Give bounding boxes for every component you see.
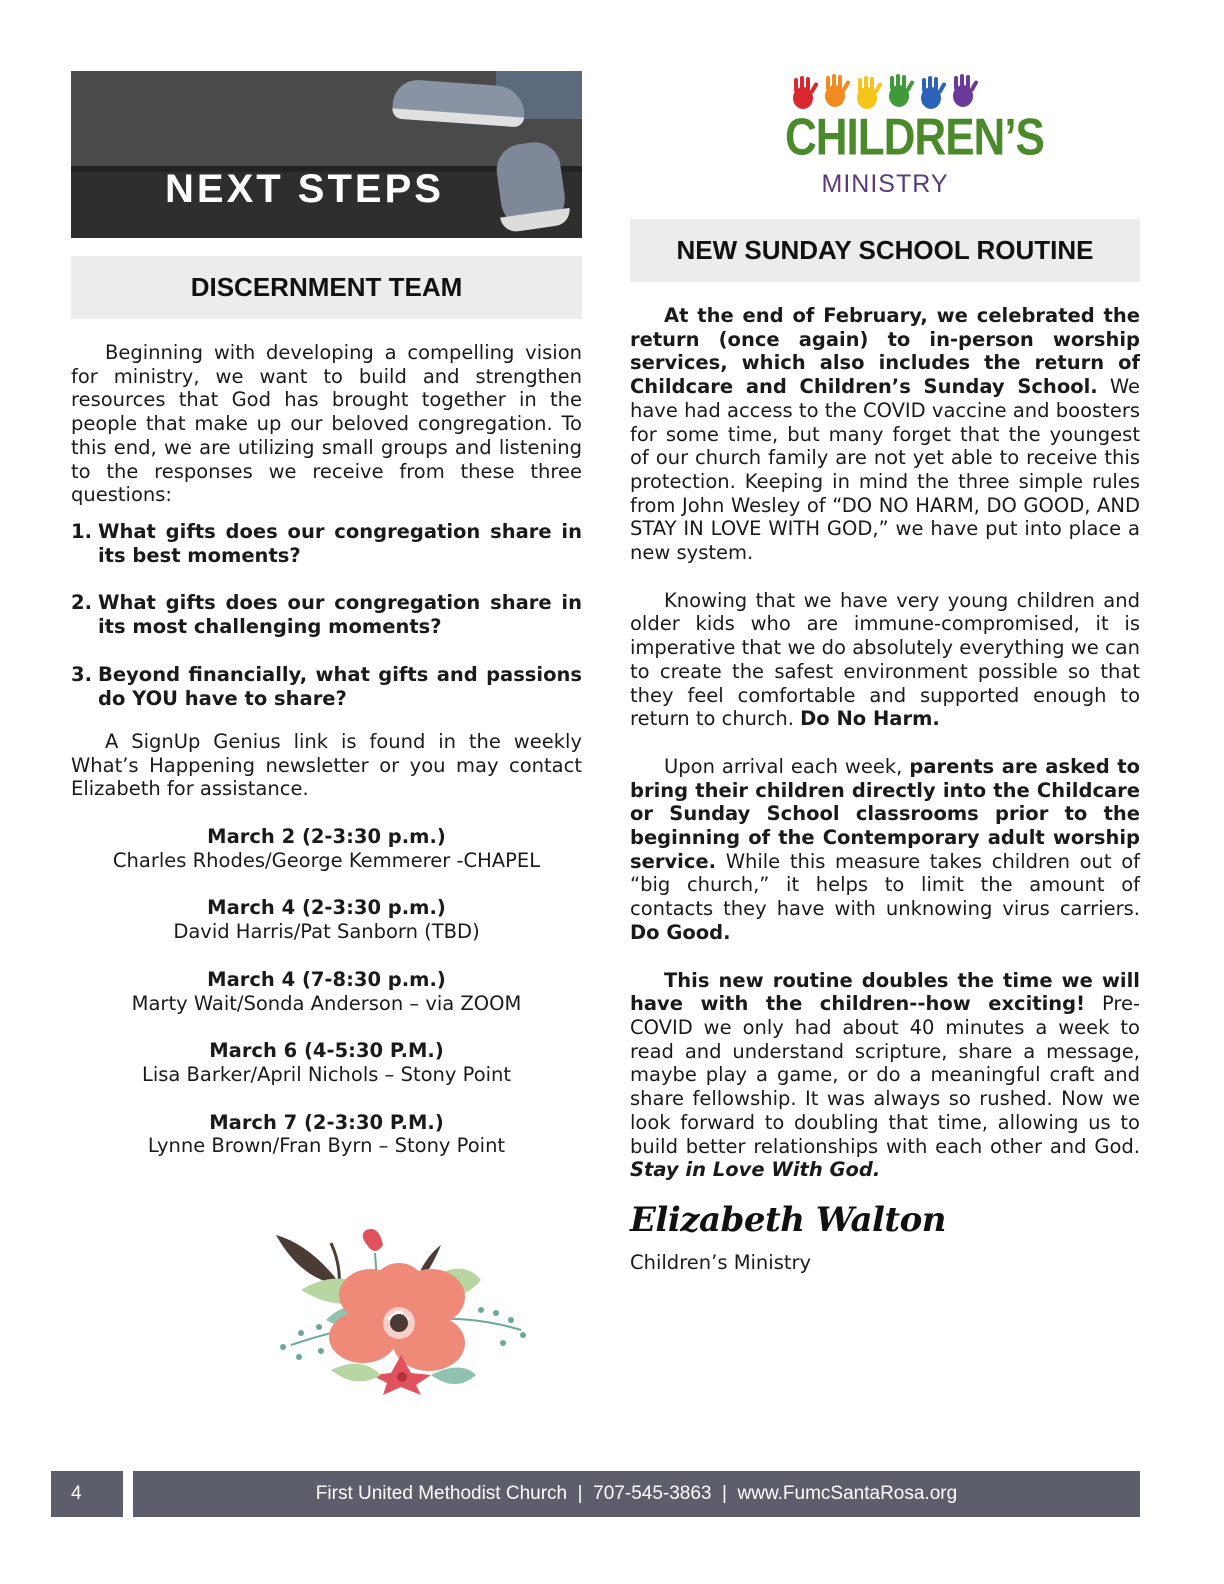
paragraph-emphasis: Do Good.	[630, 920, 731, 944]
session-names: Charles Rhodes/George Kemmerer -CHAPEL	[112, 848, 541, 872]
question-text: Beyond financially, what gifts and passions do YOU have to share?	[98, 662, 582, 710]
session-item	[71, 1039, 582, 1086]
sunday-school-heading: NEW SUNDAY SCHOOL ROUTINE	[630, 219, 1140, 282]
question-number: 3.	[71, 662, 92, 686]
discernment-heading: DISCERNMENT TEAM	[71, 256, 582, 319]
paragraph-emphasis: This new routine doubles the time we will have with the children--how exciting!	[630, 968, 1140, 1016]
list-item	[71, 520, 582, 567]
paragraph-emphasis: Stay in Love With God.	[630, 1158, 881, 1182]
session-item	[71, 1111, 582, 1158]
questions-list	[71, 520, 582, 734]
list-item	[71, 663, 582, 710]
paragraph-emphasis: parents are asked to bring their children directly into the Childcare or Sunday School classrooms prior to the beginning of the Contemporary adult worship service.	[630, 754, 1140, 873]
article-paragraph	[630, 589, 1140, 731]
paragraph-text: We have had access to the COVID vaccine and boosters for some time, but many forget that the youngest of our church family are not yet able to receive this protection. Keeping in mind the three simple rules from John Wesley of “DO NO HARM, DO GOOD, AND STAY IN LOVE WITH GOD,” we have put into place a new system.	[630, 375, 1140, 565]
question-number: 1.	[71, 520, 92, 543]
question-text: What gifts does our congregation share in its most challenging moments?	[98, 591, 582, 639]
footer-bar	[133, 1471, 1140, 1517]
logo-ministry-text: MINISTRY	[821, 170, 949, 198]
paragraph-text: Pre-COVID we only had about 40 minutes a week to read and understand scripture, share a message, maybe play a game, or do a meaningful craft and share fellowship. It was always so rushed. Now we look forward to doubling that time, allowing us to build better relationships with each other and God.	[630, 992, 1140, 1158]
article-paragraph	[630, 969, 1140, 1182]
session-item	[71, 825, 582, 872]
session-schedule	[71, 825, 582, 1182]
article-paragraph	[630, 755, 1140, 945]
paragraph-emphasis: At the end of February, we celebrated the return (once again) to in-person worship services, which also includes the return of Childcare and Children’s Sunday School.	[630, 304, 1140, 399]
session-item	[71, 968, 582, 1015]
list-item	[71, 591, 582, 638]
signup-note	[71, 730, 582, 801]
paragraph-text: Upon arrival each week,	[664, 754, 910, 778]
childrens-ministry-logo	[785, 70, 1044, 200]
paragraph-text: While this measure takes children out of “big church,” it helps to limit the amount of contacts they have with unknowing virus carriers.	[630, 849, 1140, 921]
banner-title: NEXT STEPS	[165, 167, 444, 211]
session-date: March 4 (7-8:30 p.m.)	[207, 967, 446, 991]
signup-paragraph: A SignUp Genius link is found in the weekly What’s Happening newsletter or you may contact Elizabeth for assistance.	[71, 730, 582, 801]
signature-role: Children’s Ministry	[630, 1251, 812, 1274]
handprint-icon	[787, 70, 983, 112]
session-names: Lynne Brown/Fran Byrn – Stony Point	[147, 1134, 506, 1158]
question-number: 2.	[71, 591, 92, 615]
discernment-intro	[71, 341, 582, 507]
sunday-school-article	[630, 304, 1140, 1182]
session-names: Marty Wait/Sonda Anderson – via ZOOM	[131, 991, 522, 1015]
session-date: March 7 (2-3:30 P.M.)	[209, 1110, 444, 1134]
paragraph-emphasis: Do No Harm.	[800, 707, 940, 731]
article-paragraph	[630, 304, 1140, 565]
session-names: Lisa Barker/April Nichols – Stony Point	[141, 1062, 512, 1086]
question-text: What gifts does our congregation share in its best moments?	[98, 520, 582, 567]
session-date: March 6 (4-5:30 P.M.)	[209, 1039, 444, 1063]
session-date: March 2 (2-3:30 p.m.)	[207, 825, 446, 848]
logo-childrens-text: CHILDREN’S	[785, 108, 1044, 167]
intro-paragraph: Beginning with developing a compelling vision for ministry, we want to build and strengthen resources that God has brought together in the people that make up our beloved congregation. To this end, we are utilizing small groups and listening to the responses we receive from these three questions:	[71, 341, 582, 507]
footer-text: First United Methodist Church | 707-545-3863 | www.FumcSantaRosa.org	[315, 1483, 958, 1504]
session-item	[71, 896, 582, 943]
flower-illustration	[271, 1225, 531, 1395]
session-date: March 4 (2-3:30 p.m.)	[207, 896, 446, 920]
next-steps-banner	[71, 71, 582, 238]
paragraph-text: Knowing that we have very young children and older kids who are immune-compromised, it is imperative that we do absolutely everything we can to create the safest environment possible so that they feel comfortable and supported enough to return to church.	[630, 588, 1140, 731]
page-number: 4	[51, 1471, 123, 1517]
session-names: David Harris/Pat Sanborn (TBD)	[173, 920, 480, 944]
signature: Elizabeth Walton	[630, 1200, 947, 1240]
